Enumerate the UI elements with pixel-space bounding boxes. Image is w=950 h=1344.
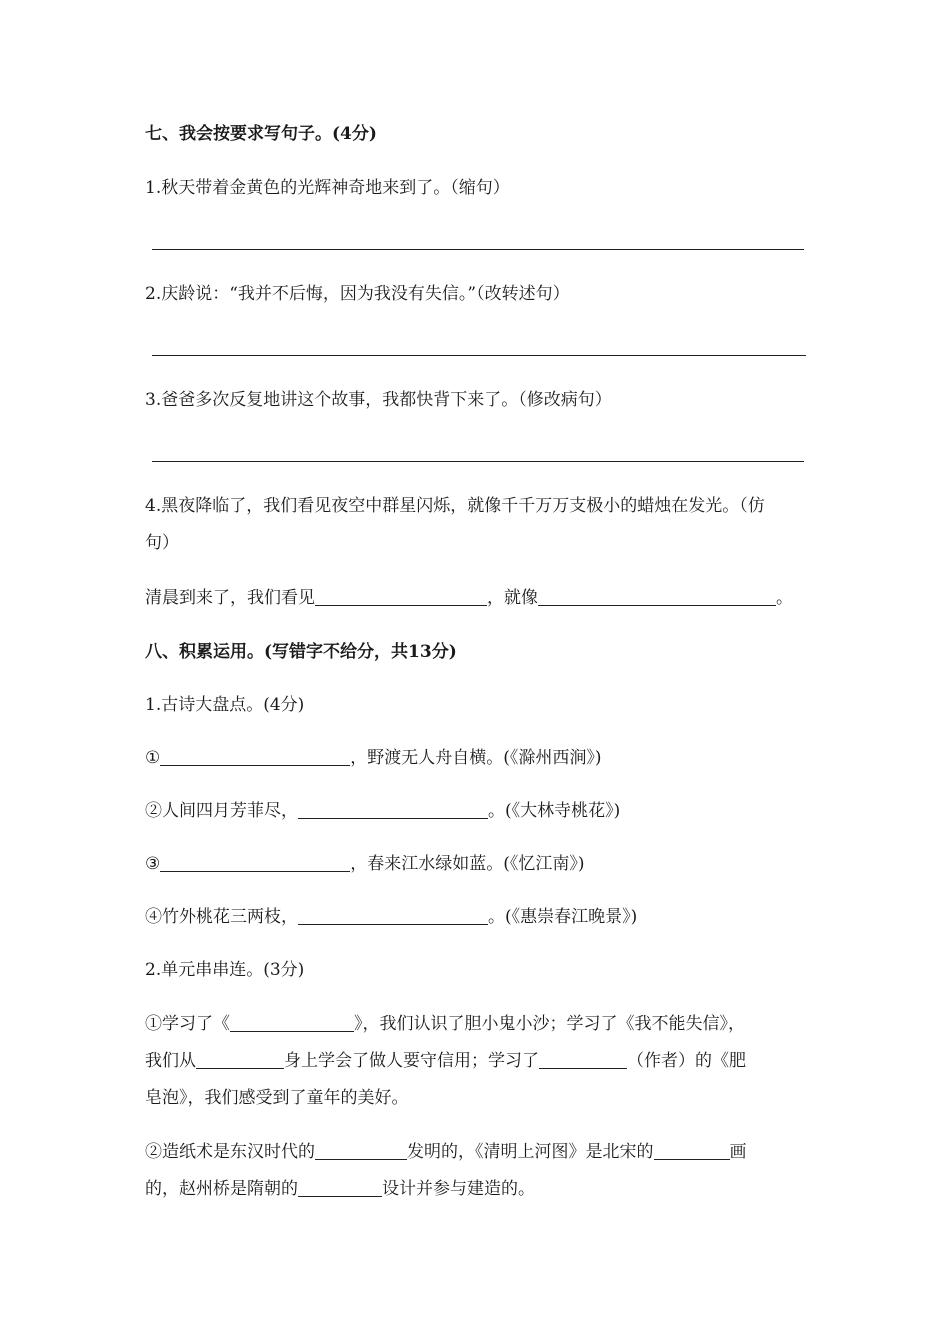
units-text: ①学习了《 [145, 1014, 230, 1034]
answer-line-7-3[interactable] [152, 461, 804, 462]
units-a-line-3: 皂泡》，我们感受到了童年的美好。 [145, 1088, 409, 1108]
units-text: 》，我们认识了胆小鬼小沙；学习了《我不能失信》， [354, 1014, 745, 1034]
blank-7-4-b[interactable] [538, 587, 776, 606]
poem-line-3 [145, 852, 585, 876]
units-text: ②造纸术是东汉时代的 [145, 1142, 315, 1162]
poem-text: ，野渡无人舟自横。(《滁州西涧》) [350, 748, 602, 768]
poem-source: 。(《惠崇春江晚景》) [488, 907, 638, 927]
poem-line-2 [145, 799, 620, 823]
answer-prefix: 清晨到来了，我们看见 [145, 588, 315, 608]
units-text: （作者）的《肥 [627, 1051, 746, 1071]
blank-units-b2[interactable] [654, 1141, 730, 1160]
blank-units-a1[interactable] [230, 1013, 354, 1032]
blank-units-b3[interactable] [298, 1178, 382, 1197]
blank-7-4-a[interactable] [315, 587, 487, 606]
question-7-1: 1.秋天带着金黄色的光辉神奇地来到了。（缩句） [145, 178, 510, 198]
blank-poem-1[interactable] [160, 747, 350, 766]
blank-poem-2[interactable] [298, 800, 488, 819]
section-8-heading: 八、积累运用。(写错字不给分，共13分) [145, 642, 457, 662]
answer-line-7-1[interactable] [152, 249, 804, 250]
question-7-2: 2.庆龄说：“我并不后悔，因为我没有失信。”（改转述句） [145, 284, 570, 304]
poem-source: 。(《大林寺桃花》) [488, 801, 621, 821]
poem-text: ②人间四月芳菲尽， [145, 801, 298, 821]
poem-text: ④竹外桃花三两枝， [145, 907, 298, 927]
units-a-line-2 [145, 1049, 746, 1073]
units-text: 身上学会了做人要守信用；学习了 [284, 1051, 539, 1071]
blank-poem-3[interactable] [160, 853, 350, 872]
poems-title: 1.古诗大盘点。(4分) [145, 695, 305, 715]
poem-line-4 [145, 905, 637, 929]
blank-poem-4[interactable] [298, 906, 488, 925]
units-text: 设计并参与建造的。 [382, 1179, 535, 1199]
blank-units-a3[interactable] [539, 1050, 627, 1069]
units-text: 画 [729, 1142, 747, 1162]
question-7-4-answer [145, 586, 793, 610]
blank-units-a2[interactable] [196, 1050, 284, 1069]
item-marker: ③ [145, 854, 161, 874]
units-text: 发明的，《清明上河图》是北宋的 [407, 1142, 654, 1162]
blank-units-b1[interactable] [315, 1141, 407, 1160]
section-7-heading: 七、我会按要求写句子。(4分) [145, 124, 377, 144]
units-title: 2.单元串串连。(3分) [145, 960, 305, 980]
item-marker: ① [145, 748, 161, 768]
poem-text: ，春来江水绿如蓝。(《忆江南》) [350, 854, 585, 874]
answer-end: 。 [776, 588, 793, 608]
units-text: 的，赵州桥是隋朝的 [145, 1179, 298, 1199]
question-7-3: 3.爸爸多次反复地讲这个故事，我都快背下来了。（修改病句） [145, 390, 612, 410]
poem-line-1 [145, 746, 602, 770]
units-text: 我们从 [145, 1051, 196, 1071]
units-b-line-1 [145, 1140, 747, 1164]
units-b-line-2 [145, 1177, 535, 1201]
answer-middle: ，就像 [487, 588, 538, 608]
units-a-line-1 [145, 1012, 745, 1036]
question-7-4-line-1: 4.黑夜降临了，我们看见夜空中群星闪烁，就像千千万万支极小的蜡烛在发光。（仿 [145, 496, 765, 516]
answer-line-7-2[interactable] [152, 355, 806, 356]
question-7-4-line-2: 句） [145, 533, 179, 553]
